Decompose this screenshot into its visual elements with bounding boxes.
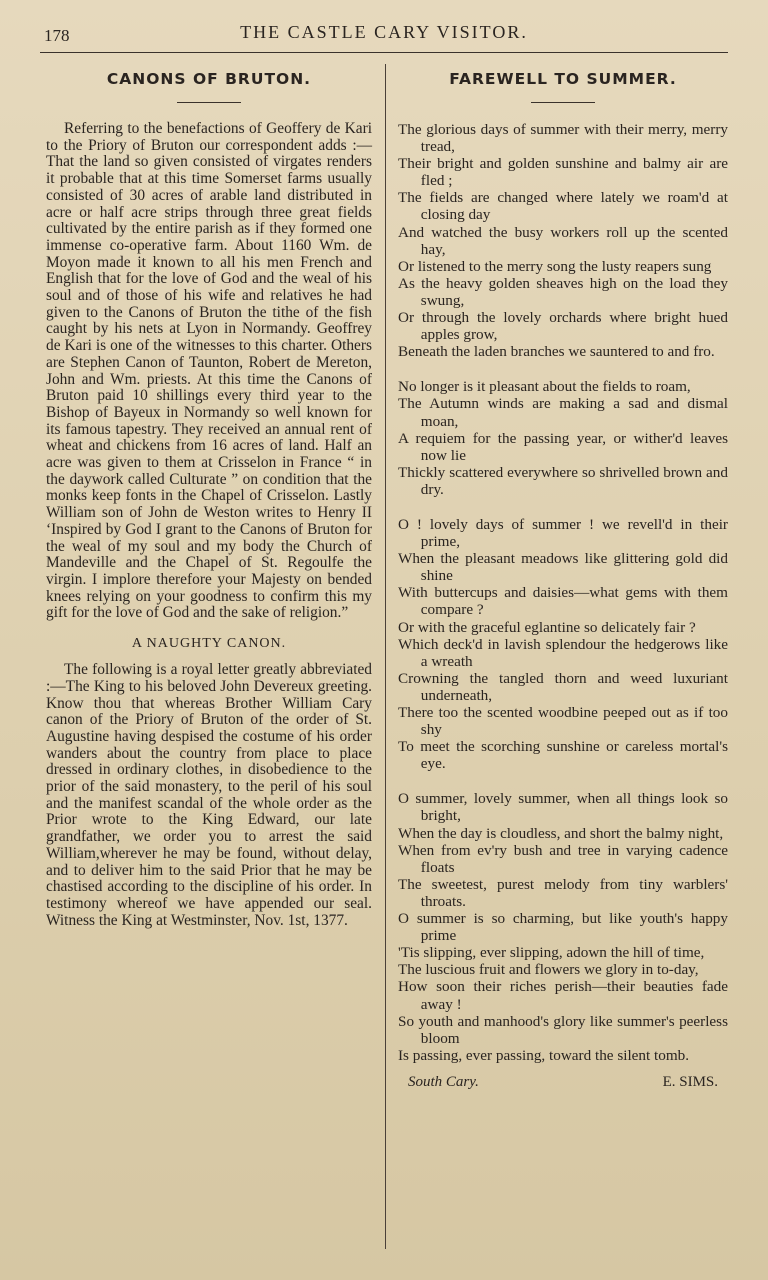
poem-line: 'Tis slipping, ever slipping, adown the hill of time, xyxy=(398,944,705,962)
poem-line: Which deck'd in lavish splendour the hedgerows like a wreath xyxy=(398,635,728,670)
poem-stanza xyxy=(398,121,728,360)
right-column xyxy=(398,62,728,1091)
signoff-author: E. SIMS. xyxy=(662,1073,718,1090)
poem-line: Their bright and golden sunshine and balmy air are fled ; xyxy=(398,155,728,190)
column-divider xyxy=(385,64,386,1249)
poem-line: Or through the lovely orchards where bright hued apples grow, xyxy=(398,309,728,344)
poem-stanza xyxy=(398,516,728,772)
poem-line: Thickly scattered everywhere so shrivelled brown and dry. xyxy=(398,463,728,498)
subheading-naughty-canon: A NAUGHTY CANON. xyxy=(131,636,287,652)
poem-line: The glorious days of summer with their merry, merry tread, xyxy=(398,121,728,156)
page-number: 178 xyxy=(44,26,70,45)
poem-line: There too the scented woodbine peeped out as if too shy xyxy=(398,704,728,739)
article-paragraph: Referring to the benefactions of Geoffery de Kari to the Priory of Bruton our correspondent adds :—That the land so given consisted of virgates renders it probable that at this time Somerset farms usually consisted of 30 acres of arable land distributed in acre or half acre strips through three great fields cultivated by the entire parish as if they formed one immense co-operative farm. About 1160 Wm. de Moyon made it known to all his men French and English that for the love of God and the weal of his soul and of those of his wife and relatives he had given to the Canons of Bruton the tithe of the fish caught by his nets at Lyon in Normandy. Geoffrey de Kari is one of the witnesses to this charter. Others are Stephen Canon of Taunton, Robert de Mereton, John and Wm. priests. At this time the Canons of Bruton paid 10 shillings every third year to the Bishop of Bayeux in Normandy so well known for its famous tapestry. They received an annual rent of wheat and chickens from 16 acres of land. Half an acre was given to them at Crisselon in France “ in the daywork called Culturate ” on condition that the monks keep fonts in the Chapel of Crisselon. Lastly William son of John de Weston writes to Henry II ‘Inspired by God I grant to the Canons of Bruton for the weal of my soul and my body the Church of Mandeville and the Chapel of St. Regoulfe the virgin. I implore therefore your Majesty on bended knees relying on your goodness to confirm this my gift for the love of God and the sake of religion.” xyxy=(46,120,372,622)
poem-line: The Autumn winds are making a sad and dismal moan, xyxy=(398,395,728,430)
poem-line: When from ev'ry bush and tree in varying cadence floats xyxy=(398,841,728,876)
poem-title: FAREWELL TO SUMMER. xyxy=(449,70,677,88)
poem-line: With buttercups and daisies—what gems with them compare ? xyxy=(398,584,728,619)
poem-line: Beneath the laden branches we sauntered to and fro. xyxy=(398,343,715,361)
poem-line: When the pleasant meadows like glittering gold did shine xyxy=(398,550,728,585)
poem-line: O summer is so charming, but like youth's happy prime xyxy=(398,910,728,945)
poem-line: So youth and manhood's glory like summer's peerless bloom xyxy=(398,1012,728,1047)
poem-line: To meet the scorching sunshine or careless mortal's eye. xyxy=(398,738,728,773)
poem xyxy=(398,121,728,1064)
poem-stanza xyxy=(398,790,728,1064)
article-paragraph: The following is a royal letter greatly abbreviated :—The King to his beloved John Devereux greeting. Know thou that whereas Brother William Cary canon of the Priory of Bruton of the order of St. Augustine having despised the costume of his order wanders about the country from place to place dressed in ordinary clothes, in disobedience to the prior of the said monastery, to the peril of his soul and the manifest scandal of the whole order as the Prior wrote to the King Edward, our late grandfather, we order you to arrest the said William,wherever he may be found, without delay, and to deliver him to the said Prior that he may be chastised according to the discipline of his order. In testimony whereof we have appended our seal. Witness the King at Westminster, Nov. 1st, 1377. xyxy=(46,661,372,929)
poem-line: Is passing, ever passing, toward the silent tomb. xyxy=(398,1046,690,1064)
title-rule xyxy=(177,102,241,103)
poem-line: And watched the busy workers roll up the scented hay, xyxy=(398,223,728,258)
journal-title: THE CASTLE CARY VISITOR. xyxy=(240,22,528,42)
signoff-place: South Cary. xyxy=(408,1073,479,1090)
poem-line: The fields are changed where lately we roam'd at closing day xyxy=(398,189,728,224)
poem-line: Or with the graceful eglantine so delicately fair ? xyxy=(398,618,696,636)
poem-signoff xyxy=(398,1074,728,1091)
poem-line: How soon their riches perish—their beauties fade away ! xyxy=(398,978,728,1013)
left-column xyxy=(46,62,372,929)
poem-line: No longer is it pleasant about the fields to roam, xyxy=(398,378,691,396)
poem-line: O summer, lovely summer, when all things look so bright, xyxy=(398,790,728,825)
poem-line: O ! lovely days of summer ! we revell'd in their prime, xyxy=(398,515,728,551)
page-header xyxy=(40,20,728,53)
poem-stanza xyxy=(398,378,728,498)
poem-line: A requiem for the passing year, or wither'd leaves now lie xyxy=(398,429,728,464)
poem-line: The sweetest, purest melody from tiny warblers' throats. xyxy=(398,875,728,910)
poem-line: The luscious fruit and flowers we glory in to-day, xyxy=(398,961,699,979)
poem-line: Crowning the tangled thorn and weed luxuriant underneath, xyxy=(398,669,728,704)
article-title-canons: CANONS OF BRUTON. xyxy=(106,70,312,88)
poem-line: Or listened to the merry song the lusty reapers sung xyxy=(398,257,712,275)
title-rule xyxy=(531,102,595,103)
poem-line: When the day is cloudless, and short the balmy night, xyxy=(398,824,724,842)
poem-line: As the heavy golden sheaves high on the load they swung, xyxy=(398,274,728,309)
